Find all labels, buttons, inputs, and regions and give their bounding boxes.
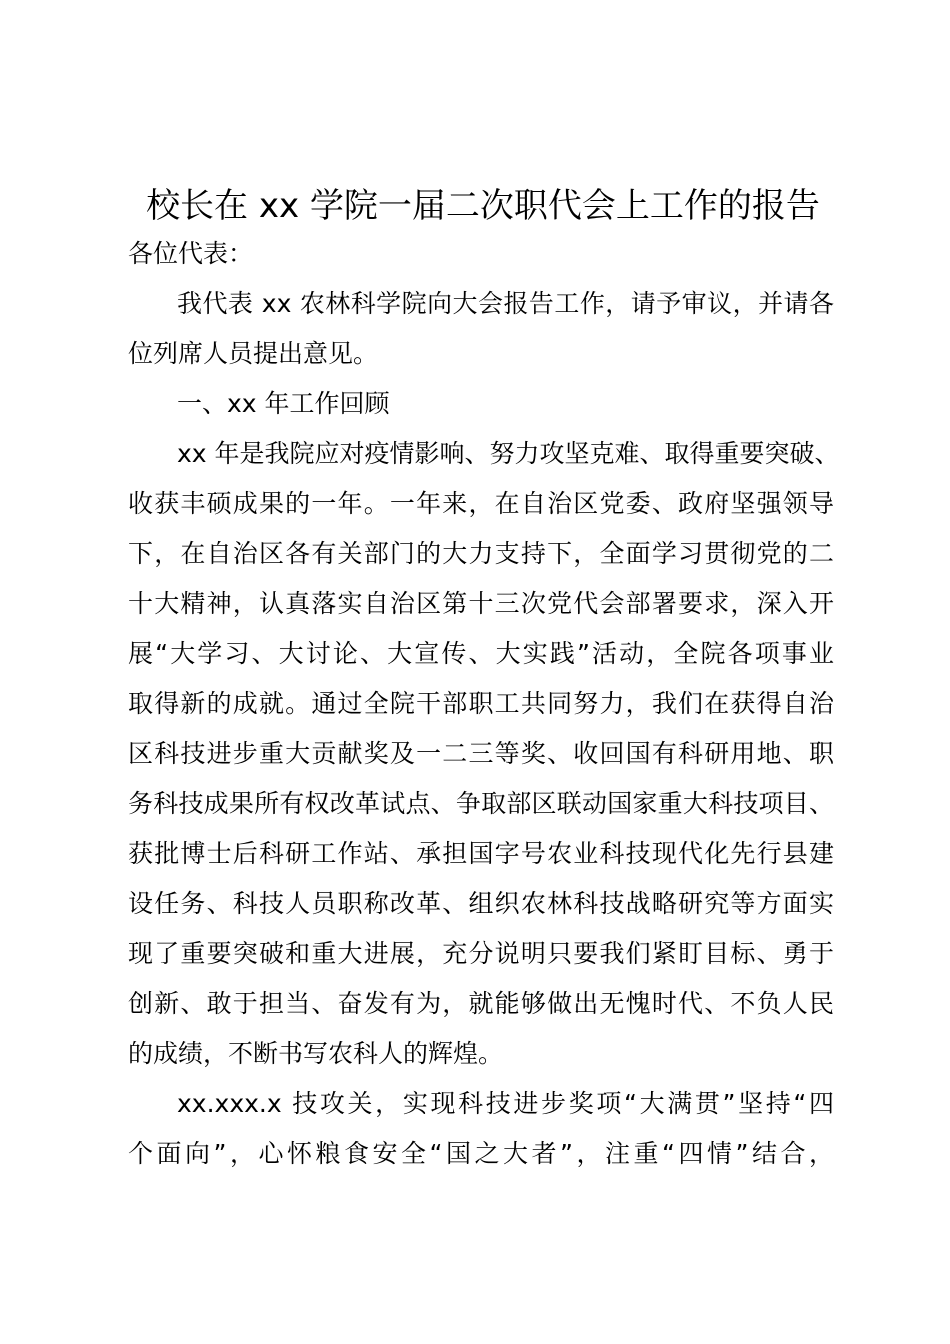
paragraph-2-line-10: 设任务、科技人员职称改革、组织农林科技战略研究等方面实 <box>128 889 834 918</box>
paragraph-2-line-7: 区科技进步重大贡献奖及一二三等奖、收回国有科研用地、职 <box>128 739 834 768</box>
salutation: 各位代表： <box>128 239 254 268</box>
paragraph-2-line-4: 十大精神，认真落实自治区第十三次党代会部署要求，深入开 <box>128 589 834 618</box>
paragraph-1-line-2: 位列席人员提出意见。 <box>128 339 379 368</box>
paragraph-2-line-1: xx 年是我院应对疫情影响、努力攻坚克难、取得重要突破、 <box>177 439 840 468</box>
paragraph-2-line-2: 收获丰硕成果的一年。一年来，在自治区党委、政府坚强领导 <box>128 489 834 518</box>
paragraph-1-line-1: 我代表 xx 农林科学院向大会报告工作，请予审议，并请各 <box>177 289 834 318</box>
paragraph-2-line-6: 取得新的成就。通过全院干部职工共同努力，我们在获得自治 <box>128 689 834 718</box>
section-heading: 一、xx 年工作回顾 <box>177 389 390 418</box>
paragraph-2-line-8: 务科技成果所有权改革试点、争取部区联动国家重大科技项目、 <box>128 789 834 818</box>
paragraph-2-line-9: 获批博士后科研工作站、承担国字号农业科技现代化先行县建 <box>128 839 834 868</box>
paragraph-2-line-5: 展“大学习、大讨论、大宣传、大实践”活动，全院各项事业 <box>128 639 834 668</box>
paragraph-2-line-11: 现了重要突破和重大进展，充分说明只要我们紧盯目标、勇于 <box>128 939 834 968</box>
paragraph-3-line-1: xx.xxx.x 技攻关，实现科技进步奖项“大满贯”坚持“四 <box>177 1089 834 1118</box>
paragraph-2-line-13: 的成绩，不断书写农科人的辉煌。 <box>128 1039 504 1068</box>
paragraph-3-line-2: 个面向”，心怀粮食安全“国之大者”，注重“四情”结合， <box>128 1139 834 1168</box>
paragraph-2-line-3: 下，在自治区各有关部门的大力支持下，全面学习贯彻党的二 <box>128 539 834 568</box>
paragraph-2-line-12: 创新、敢于担当、奋发有为，就能够做出无愧时代、不负人民 <box>128 989 834 1018</box>
document-title: 校长在 xx 学院一届二次职代会上工作的报告 <box>146 186 820 226</box>
